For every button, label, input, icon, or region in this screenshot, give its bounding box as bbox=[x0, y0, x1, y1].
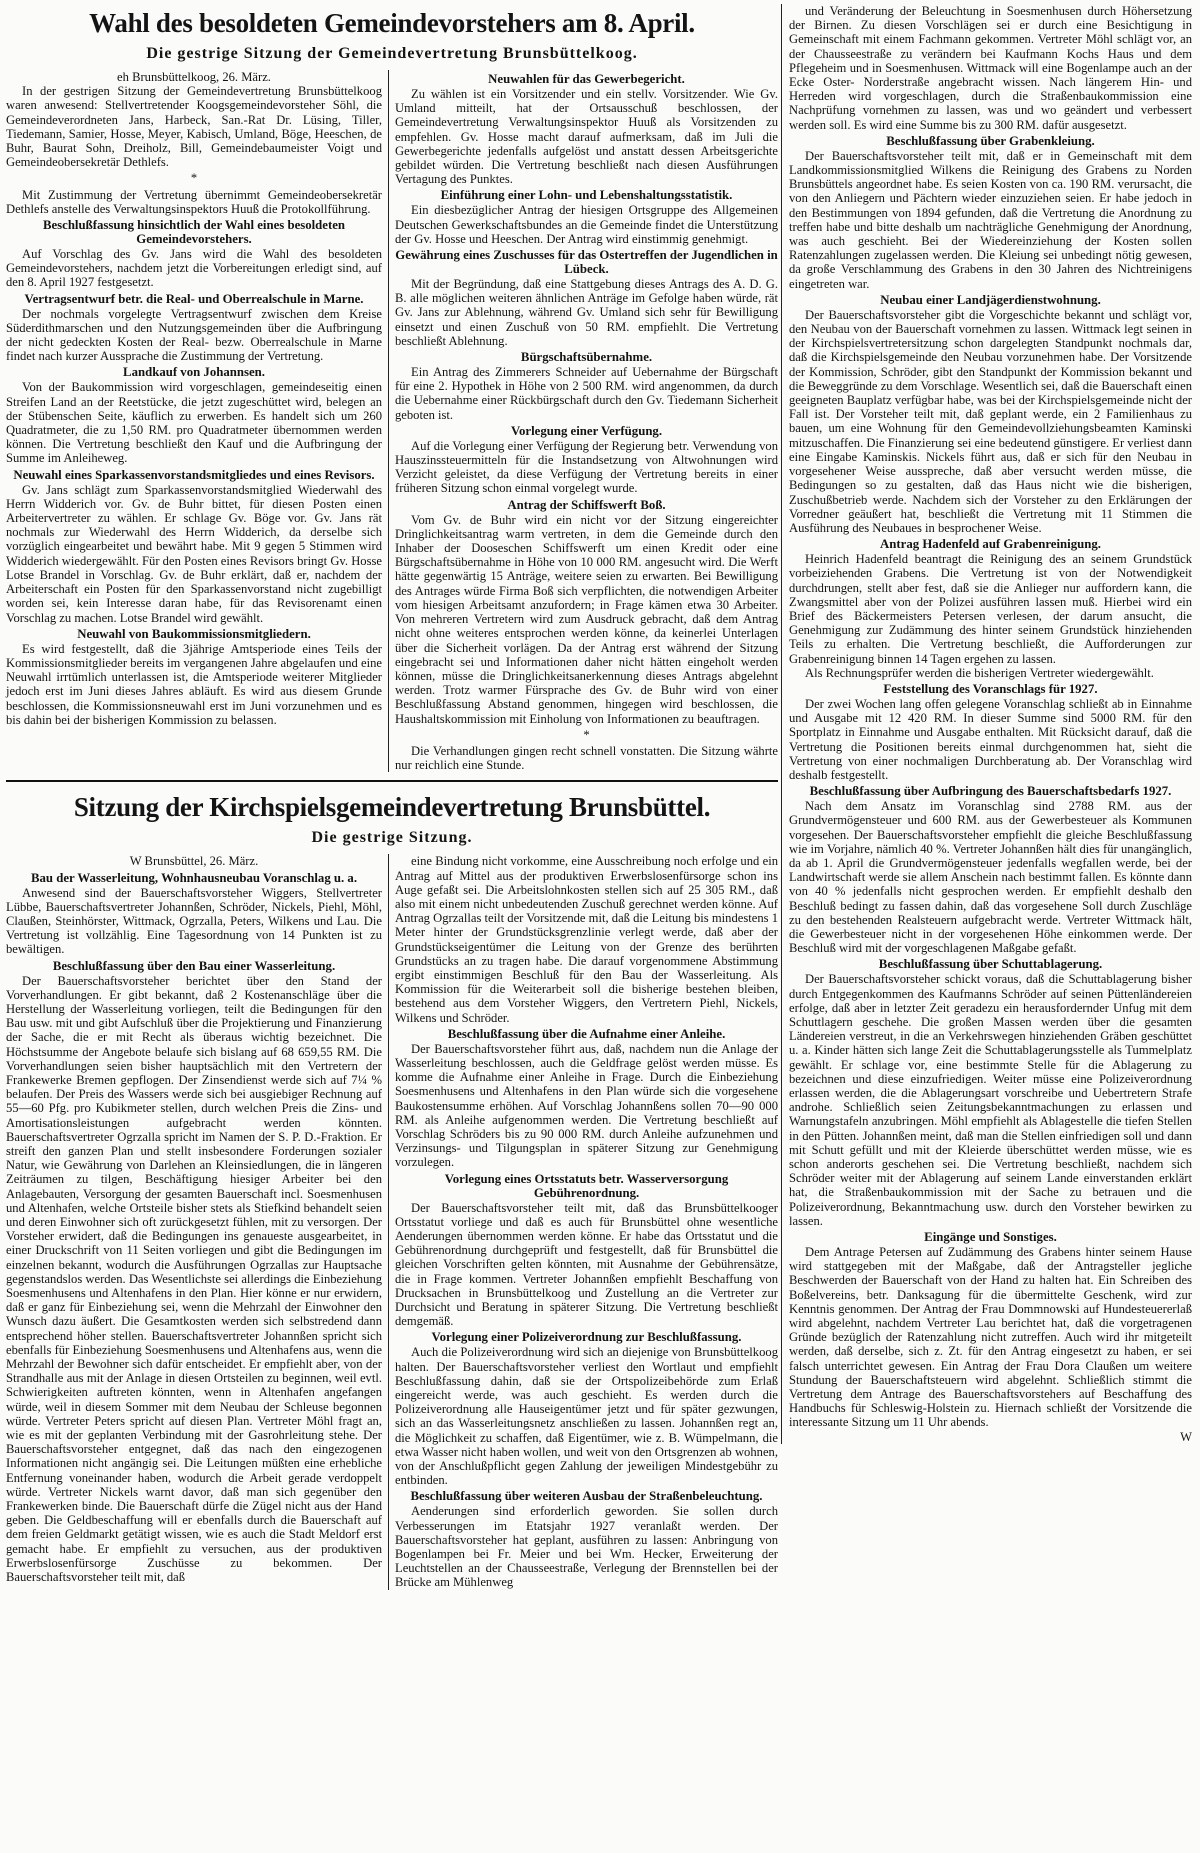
article1-column-1 bbox=[6, 70, 388, 727]
paragraph: Auf die Vorlegung einer Verfügung der Regierung betr. Verwendung von Hauszinssteuermitteln für die Instandsetzung von Altwohnungen wird Verzicht geleistet, da diese Verfügung der Vertretung bereits in einer früheren Sitzung schon einmal vorgelegt wurde. bbox=[395, 438, 778, 496]
sig: W bbox=[1180, 1429, 1192, 1444]
left-area bbox=[6, 6, 778, 1590]
paragraph: Auf Vorschlag des Gv. Jans wird die Wahl des besoldeten Gemeindevorstehers, nachdem jetzt die Vorbereitungen erledigt sind, auf den 8. April 1927 festgesetzt. bbox=[6, 247, 382, 290]
section-heading: Neubau einer Landjägerdienstwohnung. bbox=[880, 292, 1101, 307]
section-heading: Bau der Wasserleitung, Wohnhausneubau Voranschlag u. a. bbox=[30, 870, 358, 885]
paragraph: Auch die Polizeiverordnung wird sich an diejenige von Brunsbüttelkoog halten. Der Bauerschaftsvorsteher verliest den Wortlaut und empfiehlt Beschlußfassung dahin, daß sie der Ortspolizeibehörde zum Erlaß eingereicht werde, was auch geschieht. Es werden durch die Polizeiverordnung alle Hauseigentümer jetzt und für später gezwungen, sich an das Wasserleitungsnetz anschließen zu lassen. Johannßen regt an, die Möglichkeit zu schaffen, daß Eigentümer, wie z. B. Wümpelmann, die etwa Wasser nicht haben wollen, und weit von den Ortsgrenzen ab wohnen, von der Anschlußpflicht gegen Zahlung der jeweiligen Mindestgebühr zu entbinden. bbox=[395, 1345, 778, 1488]
section-heading: Beschlußfassung über Grabenkleiung. bbox=[886, 133, 1095, 148]
article1-headline: Wahl des besoldeten Gemeindevorstehers am 8. April. bbox=[89, 8, 695, 38]
paragraph: Nach dem Ansatz im Voranschlag sind 2788 RM. aus der Grundvermögensteuer und 600 RM. aus der Gewerbesteuer als Kommunen vorgesehen. Der Bauerschaftsvorsteher empfiehlt die gleiche Beschlußfassung wie im Vorjahre, nämlich 40 %. Vertreter Johannßen hält dies für unangänglich, da ab 1. April die Grundvermögensteuer jedenfalls wegfallen werde, bei der Landwirtschaft werde sie allem Anschein nach bestimmt fallen. Es könnte dann von 40 % jedenfalls nicht gesprochen werden. Er empfiehlt deshalb den Beschluß bedingt zu fassen dahin, daß das vorgesehene Soll durch Zuschläge zu den bestehenden Realsteuern aufgebracht werde. Vertreter Wittmack hält, die Gewerbesteuer nicht in der vorgesehenen Höhe einkommen werde. Der Beschluß wird mit der vorgeschlagenen Maßgabe gefaßt. bbox=[789, 799, 1192, 956]
paragraph: Der Bauerschaftsvorsteher schickt voraus, daß die Schuttablagerung bisher durch Entgegenkommen des Kaufmanns Schröder auf seinen Püttenländereien erfolge, daß aber in letzter Zeit geradezu ein herausfordernder Unfug mit dem Schuttlagern geschehe. Die großen Massen werden über die gesamten Ländereien verstreut, in die an Verkehrswegen hinziehenden Gräben geschüttet u. a. Kinder hätten sich lange Zeit die Schuttablagerungsstelle als Tummelplatz gewählt. Er schlage vor, eine bestimmte Stelle für die Ablagerung zu bezeichnen und diese einzufriedigen. Weiter müsse eine Polizeiverordnung erlassen werden, die die Ablagerungsart vorschreibe und Uebertretern Strafe androhe. Schließlich seien Zeitungsbekanntmachungen zu erlassen und Warnungstafeln anzubringen. Möhl empfiehlt als Ablagestelle die tiefen Stellen in den Pütten. Johannßen meint, daß man die Stellen einfriedigen soll und dann mit Schutt gefüllt und mit der Kleierde überschüttet werden müsse, wie es schon anderorts geschehen sei. Die Vertretung beschließt, nachdem sich Schröder weiter mit der Ablagerung auf seinem Lande einverstanden erklärt hat, die Straßenbaukommission mit der Sache zu betrauen und die Polizeiverordnung, Bekanntmachung usw. durch den Vorsteher bewirken zu lassen. bbox=[789, 972, 1192, 1228]
section-heading: Bürgschaftsübernahme. bbox=[520, 350, 653, 365]
section-heading: Landkauf von Johannsen. bbox=[123, 365, 265, 380]
paragraph: Mit der Begründung, daß eine Stattgebung dieses Antrags des A. D. G. B. alle möglichen weiteren ähnlichen Anträge im Gefolge haben würde, rät Gv. Jans zur Ablehnung, während Gv. Umland sich sehr für Bewilligung einsetzt und einen Zuschuß von 50 RM. empfiehlt. Die Vertretung beschließt Ablehnung. bbox=[395, 277, 778, 348]
paragraph: Mit Zustimmung der Vertretung übernimmt Gemeindeobersekretär Dethlefs anstelle des Verwaltungsinspektors Huuß die Protokollführung. bbox=[6, 187, 382, 216]
paragraph: Die Verhandlungen gingen recht schnell vonstatten. Die Sitzung währte nur reichlich eine Stunde. bbox=[395, 743, 778, 773]
section-heading: Neuwahlen für das Gewerbegericht. bbox=[488, 72, 685, 86]
paragraph: Der nochmals vorgelegte Vertragsentwurf zwischen dem Kreise Süderdithmarschen und den Nutzungsgemeinden über die Aufbringung der nicht gedeckten Kosten der Real- bezw. Oberrealschule in Marne findet nach kurzer Aussprache die Zustimmung der Vertretung. bbox=[6, 306, 382, 364]
paragraph: Der Bauerschaftsvorsteher teilt mit, daß das Brunsbüttelkooger Ortsstatut vorliege und daß es auch für Brunsbüttel ohne wesentliche Aenderungen übernommen werden könne. Er habe das Ortsstatut und die Gebührenordnung durchgeprüft und festgestellt, daß für Brunsbüttel die gleichen Vorschriften gelten könnten, mit Ausnahme der Gebührensätze, die in Frage kommen. Vertreter Johannßen empfiehlt Beschaffung von Drucksachen in Brunsbüttelkoog und Zustellung an die Vertreter zur Durchsicht und Beratung in späterer Sitzung. Die Vertretung beschließt demgemäß. bbox=[395, 1200, 778, 1329]
section-heading: Neuwahl eines Sparkassenvorstandsmitgliedes und eines Revisors. bbox=[13, 467, 375, 482]
paragraph: Es wird festgestellt, daß die 3jährige Amtsperiode eines Teils der Kommissionsmitglieder bereits im vergangenen Jahre abgelaufen und eine Neuwahl irrtümlich unterlassen ist, die Amtsperiode weiterer Mitglieder jedoch erst im Juni dieses Jahres abläuft. Es wird aus diesem Grunde beschlossen, die Kommissionsneuwahl erst im Juni vorzunehmen und es bis dahin bei der bisherigen Kommission zu belassen. bbox=[6, 641, 382, 727]
paragraph: Zu wählen ist ein Vorsitzender und ein stellv. Vorsitzender. Wie Gv. Umland mitteilt, hat der Ortsausschuß beschlossen, der Gemeindevertretung Verwaltungsinspektor Huuß als Vorsitzenden zu empfehlen. Gv. Hosse macht darauf aufmerksam, daß im Juli die Gewerbegerichte jedenfalls aufgelöst und anstatt dessen Arbeitsgerichte gebildet würden. Die Vertretung beschließt nach diesen Ausführungen Vertagung des Punktes. bbox=[395, 87, 778, 187]
article2-columns bbox=[6, 854, 778, 1589]
section-heading: Vorlegung eines Ortsstatuts betr. Wasserversorgung Gebührenordnung. bbox=[444, 1171, 729, 1200]
paragraph: Heinrich Hadenfeld beantragt die Reinigung des an seinem Grundstück vorbeiziehenden Grabens. Die Vertretung ist von der Notwendigkeit durchdrungen, stellt aber fest, daß sie die Anlieger nur auffordern kann, die Zwangsmittel aber von der Polizei ausführen lassen muß. Hierbei wird ein Brief des Bäckermeisters Petersen verlesen, der darum ansucht, die Genehmigung zur Zudämmung des hinter seinem Grundstück hinziehenden Teils zu erhalten. Die Vertretung beschließt, die Aufforderungen zur Grabenreinigung binnen 14 Tagen ergehen zu lassen. bbox=[789, 552, 1192, 666]
paragraph: Der Bauerschaftsvorsteher berichtet über den Stand der Vorverhandlungen. Er gibt bekannt, daß 2 Kostenanschläge über die Herstellung der Wasserleitung vorliegen, teilt die Bedingungen für den Bau usw. mit und gibt Aufschluß über die Projektierung und Finanzierung der Sache, die er mit Recht als überaus wichtig bezeichnet. Die Höchstsumme der Angebote belaufe sich bislang auf 68 659,55 RM. Die Vorverhandlungen seien bisher hauptsächlich mit den Vertretern der Frankewerke Bremen gepflogen. Der Zinsendienst werde sich auf 7¼ % belaufen. Der Preis des Wassers werde sich bei ausgiebiger Rechnung auf 55—60 Pfg. pro Kubikmeter stellen, durch welchen Preis die Zins- und Amortisationsleistungen aufgebracht werden könnten. Bauerschaftsvertreter Ogrzalla spricht im Namen der S. P. D.-Fraktion. Er streift den ganzen Plan und stellt insbesondere Forderungen sozialer Natur, wie Gewährung von Darlehen an Kleinsiedlungen, die in längeren Zeiträumen zu tilgen, Beschäftigung hiesiger Arbeiter bei den Anlagebauten, Versorgung der gesamten Bauerschaft incl. Soesmenhusen und Altenhafen, welche Ortsteile bisher stets als Stiefkind behandelt seien und deren Einwohner sich oft zurückgesetzt fühlen, mit zu versorgen. Der Vorsteher erwidert, daß die Bedingungen ins genaueste ausgearbeitet, in einer Druckschrift von 11 Seiten vorliegen und gibt die Bedingungen im einzelnen bekannt, wodurch die Ausführungen Ogrzallas zur Hauptsache gegenstandslos werden. Das Wesentlichste sei allerdings die Einbeziehung Soesmenhusens und Altenhafens in den Plan. Hier könne er nur erwidern, daß er ganz für Einbeziehung sei, wenn die Mehrzahl der Einwohner den Wunsch dazu äußert. Die Gesamtkosten werden sich selbstredend dann entsprechend höher stellen. Bauerschaftsvertreter Johannßen spricht sich ebenfalls für Einbeziehung Soesmenhusens und Altenhafens aus, wenn die Mehrzahl der Bewohner sich dafür entscheidet. Er empfiehlt aber, von der Strandhalle aus mit der Anlage in diesen Ortsteilen zu beginnen, weil evtl. Schwierigkeiten auftreten könnten, wenn in Altenhafen angefangen würde, weil in diesem Sommer mit dem Neubau der Schleuse begonnen würde. Vertreter Peters spricht auf diesen Plan. Vertreter Möhl fragt an, wie es mit der geplanten Verbindung mit der Gasrohrleitung stehe. Der Bauerschaftsvorsteher entgegnet, daß das nach den eingezogenen Informationen nicht angängig sei. Die Leitungen müßten eine erhebliche Entfernung voneinander haben, wodurch die Arbeit gerade verdoppelt würde. Vertreter Nickels warnt davor, daß man sich gegenüber den Frankewerken binde. Die Bauerschaft dürfe die Zügel nicht aus der Hand geben. Die Geldbeschaffung will er ebenfalls durch die Bauerschaft auf dem freien Geldmarkt getätigt wissen, wie es auch die Stadt Meldorf erst gemacht habe. Er empfiehlt zu versuchen, aus der produktiven Erwerbslosenfürsorge Zuschüsse zu bekommen. Der Bauerschaftsvorsteher teilt mit, daß bbox=[6, 973, 382, 1585]
article2-column-1 bbox=[6, 854, 388, 1584]
paragraph: eine Bindung nicht vorkomme, eine Ausschreibung noch erfolge und ein Antrag auf Mittel aus der produktiven Erwerbslosenfürsorge schon ins Auge gefaßt sei. Die Arbeitslohnkosten stellen sich auf 25 305 RM., daß also mit einem nicht unbedeutenden Zuschuß gerechnet werden könne. Auf Antrag Ogrzallas teilt der Vorsitzende mit, daß die Leitung bis mindestens 1 Meter hinter der Grundstücksgrenzlinie verlegt werde, daß aber der Grundstückseigentümer die Leitung von der Grenze des berührten Grundstücks an zu tragen habe. Die darauf vorgenommene Abstimmung ergibt einstimmigen Beschluß für den Bau der Wasserleitung. Als Kommission für die Weiterarbeit soll die bisherige bestehen bleiben, bestehend aus dem Vorsteher Wiggers, den Vertretern Piehl, Nickels, Wilkens und Schröder. bbox=[395, 854, 778, 1025]
section-heading: Vorlegung einer Polizeiverordnung zur Beschlußfassung. bbox=[431, 1330, 742, 1345]
article2-subheadline: Die gestrige Sitzung. bbox=[311, 829, 473, 847]
paragraph: Gv. Jans schlägt zum Sparkassenvorstandsmitglied Wiederwahl des Herrn Widderich vor. Gv. de Buhr bittet, für diesen Posten einen Arbeitervertreter zu wählen. Er schlage Gv. Böge vor. Gv. Jans rät nochmals zur Wiederwahl des Herrn Widderich, da derselbe sich vorzüglich eingearbeitet und bewährt habe. Mit 9 gegen 5 Stimmen wird Widderich wiedergewählt. Für den Posten eines Revisors bringt Gv. Hosse Lotse Brandel in Vorschlag. Gv. de Buhr erklärt, daß er, nachdem der Arbeiterschaft ein Posten für den Sparkassenvorstand nicht zugebilligt worden sei, kein Interesse daran habe, für das Revisorenamt einen Vorschlag zu machen. Lotse Brandel wird gewählt. bbox=[6, 482, 382, 625]
article2-column-3 bbox=[789, 4, 1192, 1444]
article1-subheadline: Die gestrige Sitzung der Gemeindevertretung Brunsbüttelkoog. bbox=[146, 45, 638, 62]
article2-column-2 bbox=[388, 854, 778, 1589]
section-heading: Vorlegung einer Verfügung. bbox=[510, 423, 663, 438]
paragraph: Ein diesbezüglicher Antrag der hiesigen Ortsgruppe des Allgemeinen Deutschen Gewerkschaftsbundes an die Gemeinde findet die Unterstützung der Gv. Hosse und Heeschen. Der Antrag wird einstimmig genehmigt. bbox=[395, 203, 778, 246]
article2-headline: Sitzung der Kirchspielsgemeindevertretung Brunsbüttel. bbox=[73, 792, 711, 823]
paragraph: In der gestrigen Sitzung der Gemeindevertretung Brunsbüttelkoog waren anwesend: Stellvertretender Koogsgemeindevorsteher Söhl, die Gemeindeverordneten Jans, Harbeck, San.-Rat Dr. Lüsing, Tiller, Tiedemann, Samier, Hosse, Meyer, Kabisch, Umland, Böge, Heeschen, de Buhr, Baurat Sohn, Dreiholz, Bill, Gemeindebaumeister Voigt und Gemeindeobersekretär Dethlefs. bbox=[6, 84, 382, 170]
section-heading: Antrag der Schiffswerft Boß. bbox=[507, 497, 666, 512]
section-heading: Einführung einer Lohn- und Lebenshaltungsstatistik. bbox=[440, 188, 733, 203]
section-heading: Feststellung des Voranschlags für 1927. bbox=[883, 681, 1098, 696]
paragraph: Der Bauerschaftsvorsteher teilt mit, daß er in Gemeinschaft mit dem Landkommissionsmitglied Wilkens die Reinigung des Grabens zu Norden Brunsbüttels angeordnet habe. Es seien Kosten von ca. 190 RM. verursacht, die von den Anliegern und Pächtern wieder einzuziehen seien. Er habe jedoch in den Bestimmungen von 1894 gefunden, daß die Vertretung die Anordnung zu treffen habe und bitte deshalb um nachträgliche Genehmigung der Anordnung, was auch geschieht. Bei der Wiedereinziehung der Kosten sollen Ratenzahlungen zugelassen werden. Die Kleiung sei unbedingt nötig gewesen, da große Verschlammung des Grabens in den 30 Jahren des Nichtreinigens eingetreten war. bbox=[789, 148, 1192, 291]
paragraph: Anwesend sind der Bauerschaftsvorsteher Wiggers, Stellvertreter Lübbe, Bauerschaftsvertreter Johannßen, Schröder, Nickels, Piehl, Möhl, Claußen, Steinhörster, Wittmack, Ogrzalla, Peters, Wilkens und Lau. Die Vertretung ist vollzählig. Eine Tagesordnung von 14 Punkten ist zu bewältigen. bbox=[6, 885, 382, 957]
paragraph: Vom Gv. de Buhr wird ein nicht vor der Sitzung eingereichter Dringlichkeitsantrag warm vertreten, in dem die Gemeinde durch den Inhaber der Dooseschen Schiffswerft um einen Kredit oder eine Bürgschaftsübernahme in Höhe von 10 000 RM. angesucht wird. Die Werft hätte gegenwärtig 15 Anträge, weitere seien zu erwarten. Bei Bewilligung des Antrages würde Firma Boß sich verpflichten, die notwendigen Arbeiter vom hiesigen Arbeitsamt anzufordern; in Frage kämen etwa 30 Arbeiter. Von mehreren Vertretern wird zum Ausdruck gebracht, daß dem Antrag nicht ohne weiteres entsprochen werden könne, da keinerlei Unterlagen über die Sicherheit vorlägen. Da der Antrag erst während der Sitzung eingebracht sei und Informationen daher nicht hätten eingeholt werden können, müsse die Dringlichkeitsanerkennung dieses Antrags abgelehnt werden. Trotz warmer Fürsprache des Gv. de Buhr wird von einer Beschlußfassung Abstand genommen, hingegen wird beschlossen, die Haushaltskommission mit Einholung von Informationen zu beauftragen. bbox=[395, 512, 778, 726]
section-heading: Beschlußfassung über den Bau einer Wasserleitung. bbox=[52, 958, 336, 973]
article1-column-2 bbox=[388, 70, 778, 772]
paragraph: Von der Baukommission wird vorgeschlagen, gemeindeseitig einen Streifen Land an der Reetstücke, die jetzt zugeschüttet wird, belegen an der Stübenschen Seite, käuflich zu erwerben. Es handelt sich um 260 Quadratmeter, die zu 1,50 RM. pro Quadratmeter übernommen werden können. Die Vertretung beschließt den Kauf und die Aufbringung der Summe im Anleiheweg. bbox=[6, 380, 382, 466]
section-heading: Beschlußfassung über die Aufnahme einer Anleihe. bbox=[447, 1026, 726, 1041]
section-heading: Beschlußfassung über Schuttablagerung. bbox=[878, 957, 1103, 972]
section-heading: Eingänge und Sonstiges. bbox=[924, 1230, 1057, 1245]
star: * bbox=[190, 171, 198, 186]
article-separator bbox=[6, 780, 778, 782]
section-heading: Antrag Hadenfeld auf Grabenreinigung. bbox=[880, 537, 1101, 552]
paragraph: Der zwei Wochen lang offen gelegene Voranschlag schließt ab in Einnahme und Ausgabe mit 12 420 RM. In dieser Summe sind 5000 RM. für den Sportplatz in Einnahme und Ausgabe enthalten. Mit Rücksicht darauf, daß die Vertretung die Positionen bereits einmal durchgenommen hat, sieht die Vertretung von einer nochmaligen Durchberatung ab. Der Voranschlag wird deshalb festgestellt. bbox=[789, 696, 1192, 782]
paragraph: Als Rechnungsprüfer werden die bisherigen Vertreter wiedergewählt. bbox=[805, 665, 1154, 680]
paragraph: Dem Antrage Petersen auf Zudämmung des Grabens hinter seinem Hause wird stattgegeben mit der Maßgabe, daß der Antragsteller jegliche Beschwerden der Bauerschaft von der Hand zu halten hat. Ein Schreiben des Boßelvereins, betr. Danksagung für die übermittelte Geschenk, wird zur Kenntnis genommen. Der Antrag der Frau Dommnowski auf Hundesteuererlaß wird abgelehnt, nachdem Vertreter Lau berichtet hat, daß die vorgetragenen Gründe bezüglich der Ratenzahlung nicht zutreffen. Auch wird ihr mitgeteilt werden, daß derselbe, sich z. Zt. für den Antrag eingesetzt zu haben, er sei falsch unterrichtet gewesen. Ein Antrag der Frau Dora Claußen um weitere Stundung der Bauerschaftsteuern wird abgelehnt. Schließlich stimmt die Vertretung dem Antrage des Bauerschaftsvorstehers auf Beschaffung des Handbuchs für Schleswig-Holstein zu. Hiernach schließt der Vorsitzende die interessante Sitzung um 11 Uhr abends. bbox=[789, 1245, 1192, 1430]
star: * bbox=[583, 727, 590, 742]
section-heading: Beschlußfassung über Aufbringung des Bauerschaftsbedarfs 1927. bbox=[809, 784, 1172, 799]
paragraph: Der Bauerschaftsvorsteher gibt die Vorgeschichte bekannt und schlägt vor, den Neubau von der Bauerschaft vornehmen zu lassen. Wittmack legt seinen in der Kirchspielsvertretersitzung schon dargelegten Standpunkt nochmals dar, daß die Kirchspielsgemeinde den Neubau vorzunehmen habe. Der Vorsitzende der Kommission, Schröder, gibt den Standpunkt der Kommission bekannt und die Beweggründe zu dem Vorschlage. Wesentlich sei, daß die Bauerschaft einen geeigneten Bauplatz verfügbar habe, was bei der Kirchspielsgemeinde nicht der Fall ist. Der Vorsteher teilt mit, daß geplant werde, ein 2 Familienhaus zu bauen, um eine Wohnung für den Gemeindevollziehungsbeamten Kaminski mitzuschaffen. Die Finanzierung sei eine bedeutend günstigere. Er verliest dann eine Eingabe Kaminskis. Nickels führt aus, daß er sich für den Neubau in vorgesehener Weise ausspreche, daß aber versucht werden müsse, die Bedingungen so zu gestalten, daß das Haus nicht wie die bisherigen, Zuschußbetrieb werde. Nachdem sich der Vorsteher zu den Erklärungen der Vorredner geäußert hat, beschließt die Vertretung mit 11 Stimmen die Ausführung des Neubaues in besprochener Weise. bbox=[789, 307, 1192, 535]
section-heading: Beschlußfassung über weiteren Ausbau der Straßenbeleuchtung. bbox=[410, 1489, 763, 1504]
section-heading: Neuwahl von Baukommissionsmitgliedern. bbox=[77, 626, 311, 641]
paragraph: Der Bauerschaftsvorsteher führt aus, daß, nachdem nun die Anlage der Wasserleitung beschlossen, auch die Geldfrage gelöst werden müsse. Es komme die Aufnahme einer Anleihe in Frage. Durch die Einbeziehung Soesmenhusens und Altenhafens in den Plan würde sich die vorgesehene Baukostensumme erhöhen. Auf Vorschlag Johannßens sollen 70—90 000 RM. als Anleihe aufgenommen werden. Die Vertretung beschließt auf Vorschlag Schröders bis zu 90 000 RM. durch Anleihe aufzunehmen und Verzinsungs- und Tilgungsplan in späterer Sitzung zur Genehmigung vorzulegen. bbox=[395, 1041, 778, 1170]
paragraph: Aenderungen sind erforderlich geworden. Sie sollen durch Verbesserungen im Etatsjahr 1927 veranlaßt werden. Der Bauerschaftsvorsteher hat geplant, ausführen zu lassen: Anbringung von Bogenlampen bei Fr. Meier und bei Wm. Hecker, Erweiterung der Leuchtstellen an der Chausseestraße, Verlegung der Brennstellen bei der Brücke am Mühlenweg bbox=[395, 1504, 778, 1590]
paragraph: Ein Antrag des Zimmerers Schneider auf Uebernahme der Bürgschaft für eine 2. Hypothek in Höhe von 2 500 RM. wird angenommen, da durch die Uebernahme einer Rückbürgschaft durch den Gv. Tiedemann Sicherheit geboten ist. bbox=[395, 365, 778, 422]
dateline: W Brunsbüttel, 26. März. bbox=[129, 854, 259, 869]
dateline: eh Brunsbüttelkoog, 26. März. bbox=[117, 70, 271, 84]
section-heading: Vertragsentwurf betr. die Real- und Oberrealschule in Marne. bbox=[24, 291, 364, 306]
article1-columns bbox=[6, 70, 778, 772]
paragraph: und Veränderung der Beleuchtung in Soesmenhusen durch Höhersetzung der Birnen. Zu diesen Vorschlägen sei er durch eine Besichtigung in Gemeinschaft mit einem Fachmann gekommen. Vertreter Möhl schlägt vor, an der Chausseestraße zu verändern bei Kaufmann Kochs Haus und dem Pflegeheim und in Soesmenhusen. Wittmack will eine Bogenlampe auch an der Ecke Oster- Norderstraße angebracht wissen. Nach längerem Hin- und Herreden wird vorgeschlagen, durch die Straßenbaukommission eine Nachprüfung vornehmen zu lassen, was und wo geändert und verbessert werden soll. Es wird eine Summe bis zu 300 RM. dafür ausgesetzt. bbox=[789, 4, 1192, 132]
section-heading: Gewährung eines Zuschusses für das Ostertreffen der Jugendlichen in Lübeck. bbox=[395, 248, 778, 277]
right-area bbox=[781, 4, 1192, 1444]
section-heading: Beschlußfassung hinsichtlich der Wahl eines besoldeten Gemeindevorstehers. bbox=[42, 218, 346, 247]
